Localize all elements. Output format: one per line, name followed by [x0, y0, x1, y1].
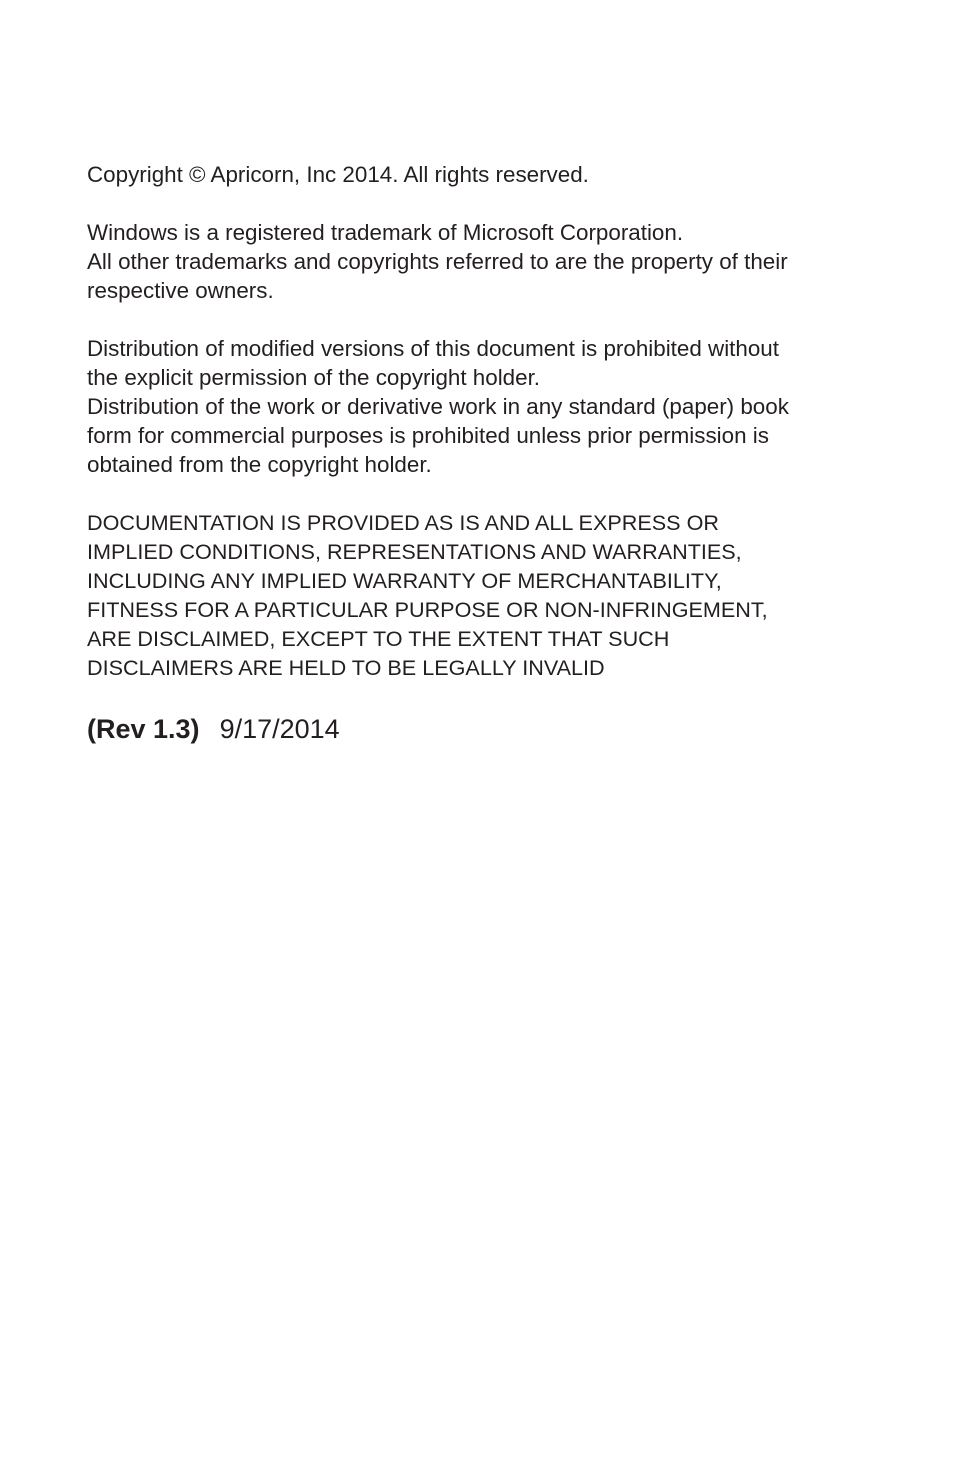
distribution-line-3: Distribution of the work or derivative work in any standard (paper) book [87, 394, 789, 419]
revision-info [87, 711, 877, 747]
distribution-line-5: obtained from the copyright holder. [87, 452, 432, 477]
warranty-disclaimer [87, 508, 877, 682]
trademark-line-3: respective owners. [87, 278, 274, 303]
distribution-line-4: form for commercial purposes is prohibited unless prior permission is [87, 423, 769, 448]
copyright-line: Copyright © Apricorn, Inc 2014. All rights reserved. [87, 162, 589, 187]
disclaimer-line-3: INCLUDING ANY IMPLIED WARRANTY OF MERCHANTABILITY, [87, 568, 722, 593]
copyright-notice [87, 160, 877, 189]
disclaimer-line-6: DISCLAIMERS ARE HELD TO BE LEGALLY INVALID [87, 655, 605, 680]
trademark-line-2: All other trademarks and copyrights referred to are the property of their [87, 249, 788, 274]
trademark-line-1: Windows is a registered trademark of Microsoft Corporation. [87, 220, 684, 245]
distribution-notice [87, 334, 877, 479]
disclaimer-line-5: ARE DISCLAIMED, EXCEPT TO THE EXTENT THAT SUCH [87, 626, 670, 651]
disclaimer-line-2: IMPLIED CONDITIONS, REPRESENTATIONS AND WARRANTIES, [87, 539, 742, 564]
disclaimer-line-1: DOCUMENTATION IS PROVIDED AS IS AND ALL EXPRESS OR [87, 510, 719, 535]
document-page [87, 160, 877, 747]
distribution-line-1: Distribution of modified versions of this document is prohibited without [87, 336, 779, 361]
revision-date: 9/17/2014 [219, 714, 340, 744]
trademark-notice [87, 218, 877, 305]
distribution-line-2: the explicit permission of the copyright holder. [87, 365, 541, 390]
disclaimer-line-4: FITNESS FOR A PARTICULAR PURPOSE OR NON-INFRINGEMENT, [87, 597, 768, 622]
revision-label: (Rev 1.3) [87, 714, 200, 744]
